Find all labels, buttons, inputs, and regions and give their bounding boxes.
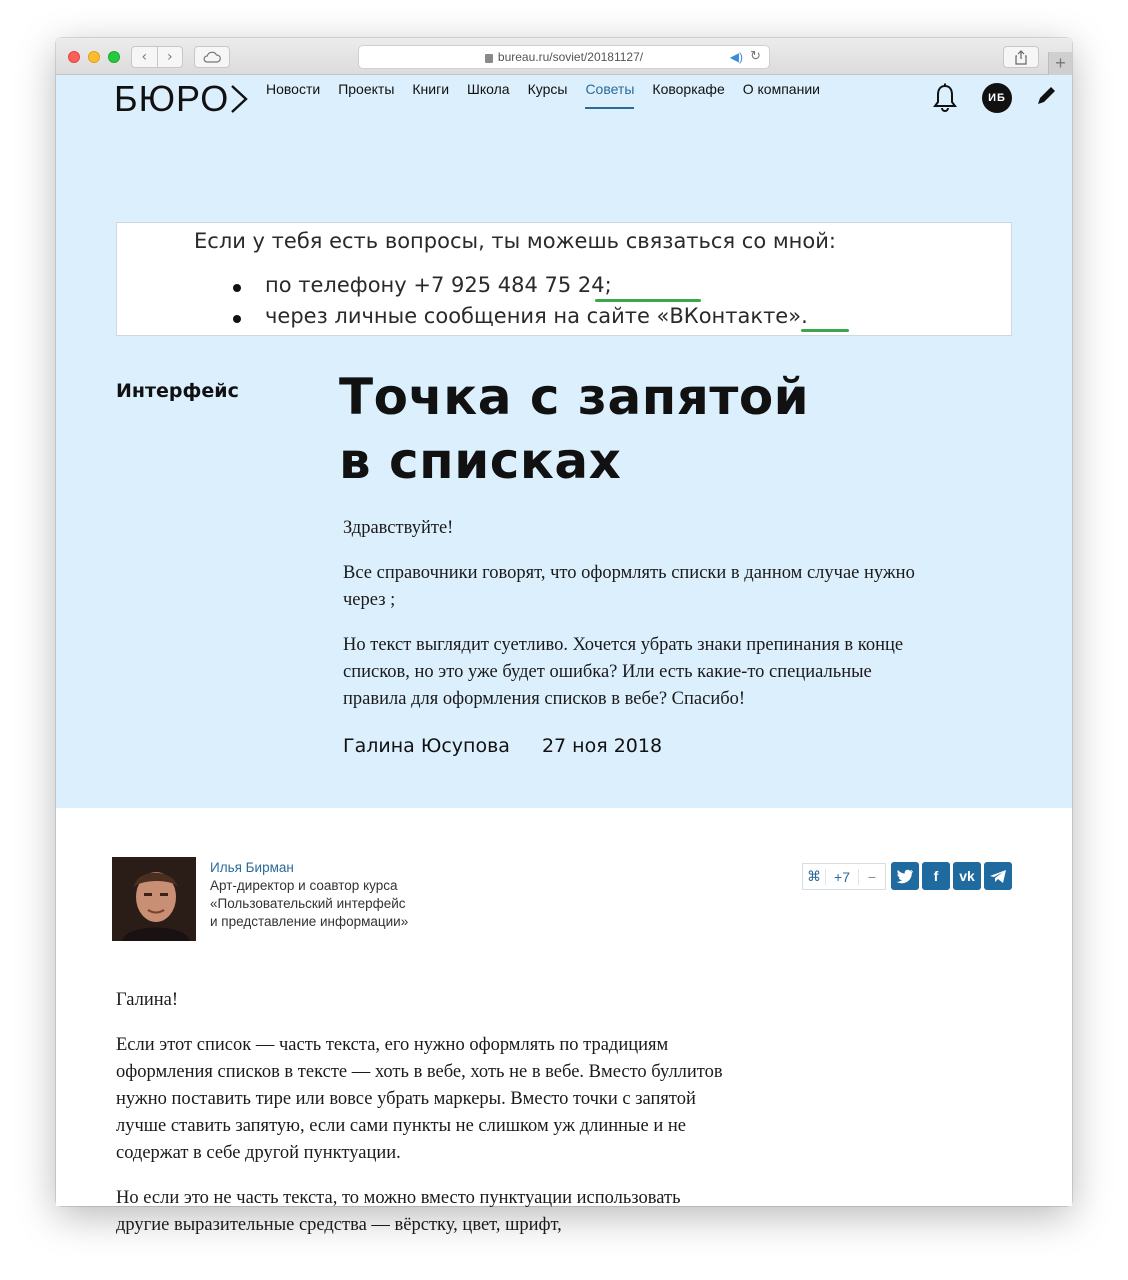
spellcheck-underline [801,329,849,332]
vk-icon[interactable]: vk [953,862,981,890]
nav-school[interactable]: Школа [467,81,510,97]
question-paragraph: Все справочники говорят, что оформлять списки в данном случае нужно через ; [343,563,915,610]
cmd-icon[interactable]: ⌘ [807,868,821,884]
question-paragraph: Но текст выглядит суетливо. Хочется убрать знаки препинания в конце списков, но это уже будет ошибка? Или есть какие-то специальные правила для оформления списков в вебе? Спасибо! [343,635,904,709]
answer-paragraph: Если этот список — часть текста, его нужно оформлять по традициям оформления списков в тексте — хоть в вебе, хоть не в вебе. Вместо буллитов нужно поставить тире или вовсе убрать маркеры. Вместо точки с запятой лучше ставить запятую, если сами пункты не слишком уж длинные и не содержат в себе другой пунктуации. [116,1035,723,1163]
page [56,75,1072,1235]
forward-icon[interactable]: › [157,47,183,67]
share-icon [1015,50,1027,65]
icloud-tabs-button[interactable] [194,46,230,68]
share-button[interactable] [1003,46,1039,68]
back-icon[interactable]: ‹ [141,49,148,65]
answer-paragraph: Но если это не часть текста, то можно вместо пунктуации использовать другие выразительные средства — вёрстку, цвет, шрифт, [116,1188,681,1235]
browser-toolbar [56,38,1072,75]
screenshot-intro: Если у тебя есть вопросы, ты можешь связаться со мной: [194,229,836,253]
facebook-icon[interactable]: f [922,862,950,890]
question-meta [343,735,662,757]
answer-text [116,987,736,1257]
nav-books[interactable]: Книги [412,81,450,97]
url-text: bureau.ru/soviet/20181127/ [497,50,644,64]
browser-window [56,38,1072,1235]
author-role: Арт-директор и соавтор курса [210,878,398,893]
address-bar[interactable] [358,45,770,69]
title-line: Точка с запятой [339,368,810,426]
question-section [56,75,1072,808]
pencil-icon [1035,85,1057,107]
telegram-icon[interactable] [984,862,1012,890]
site-logo[interactable] [114,79,249,119]
author-role: «Пользовательский интерфейс [210,896,406,911]
minimize-window-button[interactable] [88,51,100,63]
nav-courses[interactable]: Курсы [527,81,568,97]
attached-screenshot [116,222,1012,336]
logo-arrow-icon [229,84,249,114]
author-avatar[interactable] [112,857,196,941]
main-nav [266,81,838,109]
share-buttons [891,862,1012,890]
question-paragraph: Здравствуйте! [343,518,454,538]
nav-news[interactable]: Новости [266,81,321,97]
author-portrait [112,857,196,941]
close-window-button[interactable] [68,51,80,63]
edit-button[interactable] [1035,85,1057,112]
reload-icon[interactable]: ↻ [750,49,761,64]
zoom-window-button[interactable] [108,51,120,63]
new-tab-button[interactable]: + [1048,52,1072,75]
asker-name: Галина Юсупова [343,735,510,757]
title-line: в списках [339,432,622,490]
answer-paragraph: Галина! [116,990,179,1010]
spellcheck-underline [595,299,701,302]
screenshot-list [233,273,808,335]
bell-icon [932,83,958,113]
lock-icon [485,54,493,63]
question-date: 27 ноя 2018 [541,735,663,757]
twitter-icon[interactable] [891,862,919,890]
notifications-button[interactable] [932,83,958,118]
author-name[interactable]: Илья Бирман [210,860,294,875]
history-nav [131,46,183,68]
category-label[interactable]: Интерфейс [116,380,239,402]
nav-projects[interactable]: Проекты [338,81,395,97]
list-item: через личные сообщения на сайте «ВКонтакте». [233,304,808,335]
logo-text: БЮРО [114,78,230,119]
nav-advice[interactable]: Советы [585,81,634,109]
user-avatar[interactable]: ИБ [982,83,1012,113]
cloud-icon [203,52,221,63]
author-role: и представление информации» [210,914,409,929]
speaker-icon[interactable]: ◀) [729,50,743,64]
list-item: по телефону +7 925 484 75 24; [233,273,808,304]
author-info [210,859,408,931]
page-title [339,365,899,493]
rating-widget [802,863,886,890]
nav-about[interactable]: О компании [742,81,820,97]
question-text [343,515,928,731]
rating-minus[interactable]: − [867,868,877,885]
rating-count[interactable]: +7 [825,869,859,885]
nav-coworkcafe[interactable]: Коворкафе [652,81,725,97]
